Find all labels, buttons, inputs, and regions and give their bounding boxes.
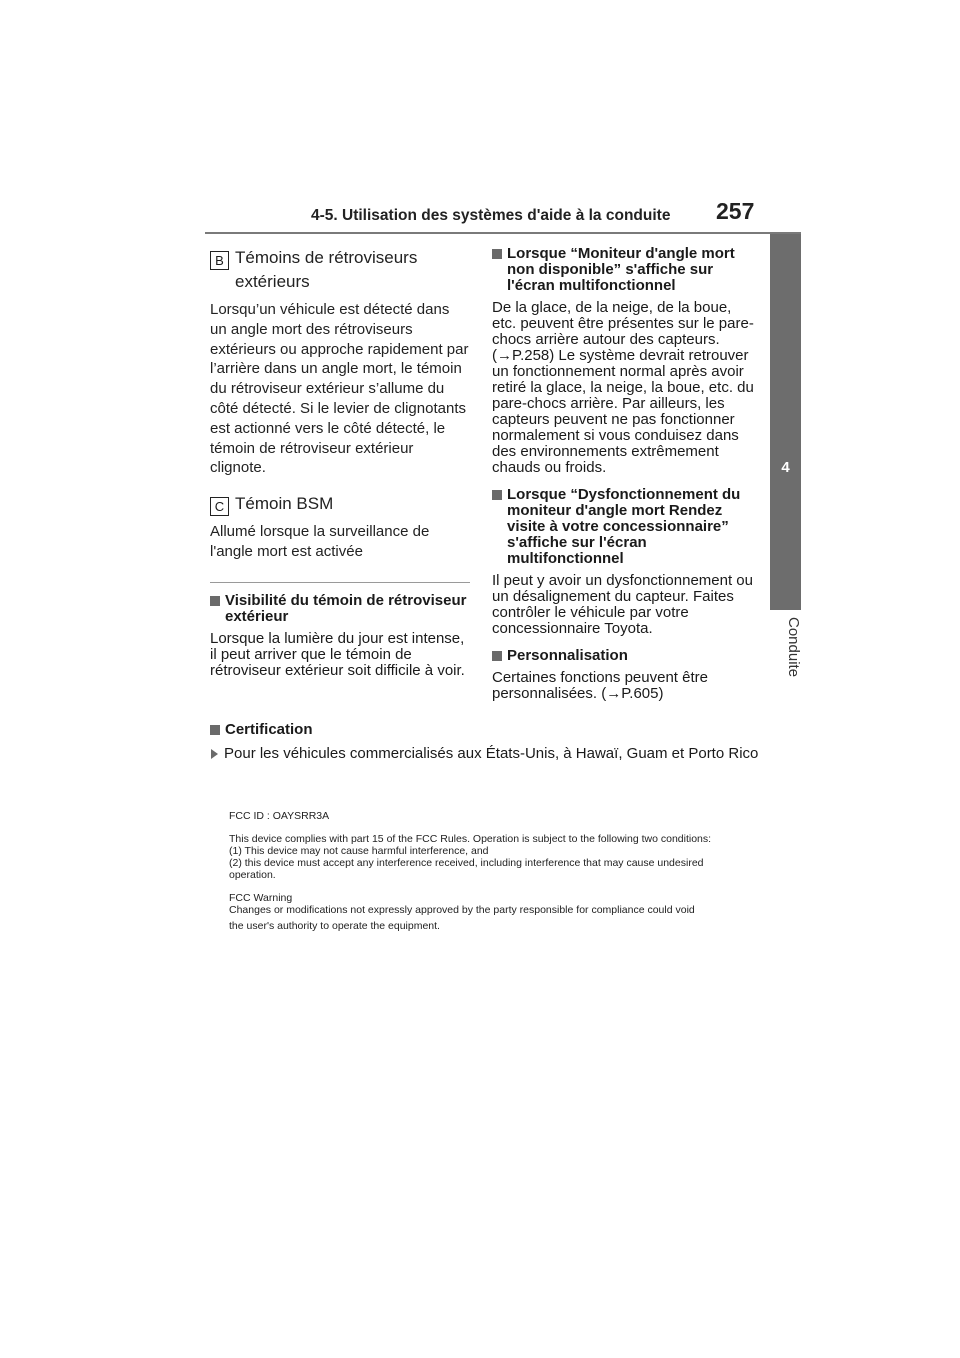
chapter-tab [770, 234, 801, 610]
triangle-bullet-icon [211, 749, 218, 759]
malfunction-heading: Lorsque “Dysfonctionnement du moniteur d'angle mort Rendez visite à votre concessionnaire” s'affiche sur l'écran multifonctionnel [492, 487, 754, 567]
malfunction-text: Il peut y avoir un dysfonctionnement ou un désalignement du capteur. Faites contrôler le véhicule par votre concessionnaire Toyota. [492, 572, 753, 637]
item-c-description: Allumé lorsque la surveillance de l'angle mort est activée [210, 523, 430, 560]
visibility-text: Lorsque la lumière du jour est intense, il peut arriver que le témoin de rétroviseur extérieur soit difficile à voir. [210, 629, 465, 679]
header-divider [205, 232, 801, 234]
letter-c-badge: C [210, 497, 229, 516]
fcc-id: FCC ID : OAYSRR3A [229, 810, 330, 822]
right-column [492, 246, 754, 713]
fcc-line: operation. [229, 869, 276, 881]
certification-bullet: Pour les véhicules commercialisés aux États-Unis, à Hawaï, Guam et Porto Rico [210, 746, 770, 762]
customization-text: Certaines fonctions peuvent être personnalisées. (→P.605) [492, 669, 708, 702]
visibility-heading: Visibilité du témoin de rétroviseur extérieur [210, 593, 470, 625]
item-b-title: Témoins de rétroviseurs extérieurs [235, 248, 418, 291]
left-column-divider [210, 582, 470, 583]
fcc-statement [229, 810, 759, 932]
fcc-line: This device complies with part 15 of the FCC Rules. Operation is subject to the following two conditions: [229, 833, 712, 845]
fcc-warning-line: the user's authority to operate the equipment. [229, 920, 440, 932]
unavailable-text: De la glace, de la neige, de la boue, etc. peuvent être présentes sur le pare-chocs arrière autour des capteurs. (→P.258) Le système devrait retrouver un fonctionnement normal après avoir retiré la glace, la neige, la boue, etc. du pare-chocs arrière. Par ailleurs, les capteurs peuvent ne pas fonctionner normalement si vous conduisez dans des environnements extrêmement chauds ou froids. [492, 299, 754, 476]
square-bullet-icon [210, 596, 220, 606]
item-b-heading [210, 246, 470, 294]
fcc-line: (2) this device must accept any interference received, including interference that may cause undesired [229, 857, 704, 869]
square-bullet-icon [210, 725, 220, 735]
item-c-heading [210, 492, 470, 516]
square-bullet-icon [492, 651, 502, 661]
square-bullet-icon [492, 490, 502, 500]
certification-section [210, 722, 770, 762]
certification-heading: Certification [210, 722, 770, 738]
item-b-description: Lorsqu’un véhicule est détecté dans un angle mort des rétroviseurs extérieurs ou approche rapidement par l’arrière dans un angle mort, le témoin du rétroviseur extérieur s’allume du côté détecté. Si le levier de clignotants est actionné vers le côté détecté, le témoin de rétroviseur extérieur clignote. [210, 301, 469, 477]
fcc-warning-line: Changes or modifications not expressly approved by the party responsible for compliance could void [229, 904, 695, 916]
unavailable-heading: Lorsque “Moniteur d'angle mort non disponible” s'affiche sur l'écran multifonctionnel [492, 246, 754, 294]
customization-heading: Personnalisation [492, 648, 754, 664]
letter-b-badge: B [210, 251, 229, 270]
fcc-warning-title: FCC Warning [229, 892, 293, 904]
fcc-line: (1) This device may not cause harmful interference, and [229, 845, 489, 857]
square-bullet-icon [492, 249, 502, 259]
section-header-title: 4-5. Utilisation des systèmes d'aide à la conduite [311, 207, 671, 224]
chapter-number: 4 [781, 459, 790, 476]
chapter-label: Conduite [785, 617, 802, 678]
left-column [210, 246, 470, 689]
item-c-title: Témoin BSM [235, 494, 334, 514]
page-number: 257 [716, 198, 755, 224]
